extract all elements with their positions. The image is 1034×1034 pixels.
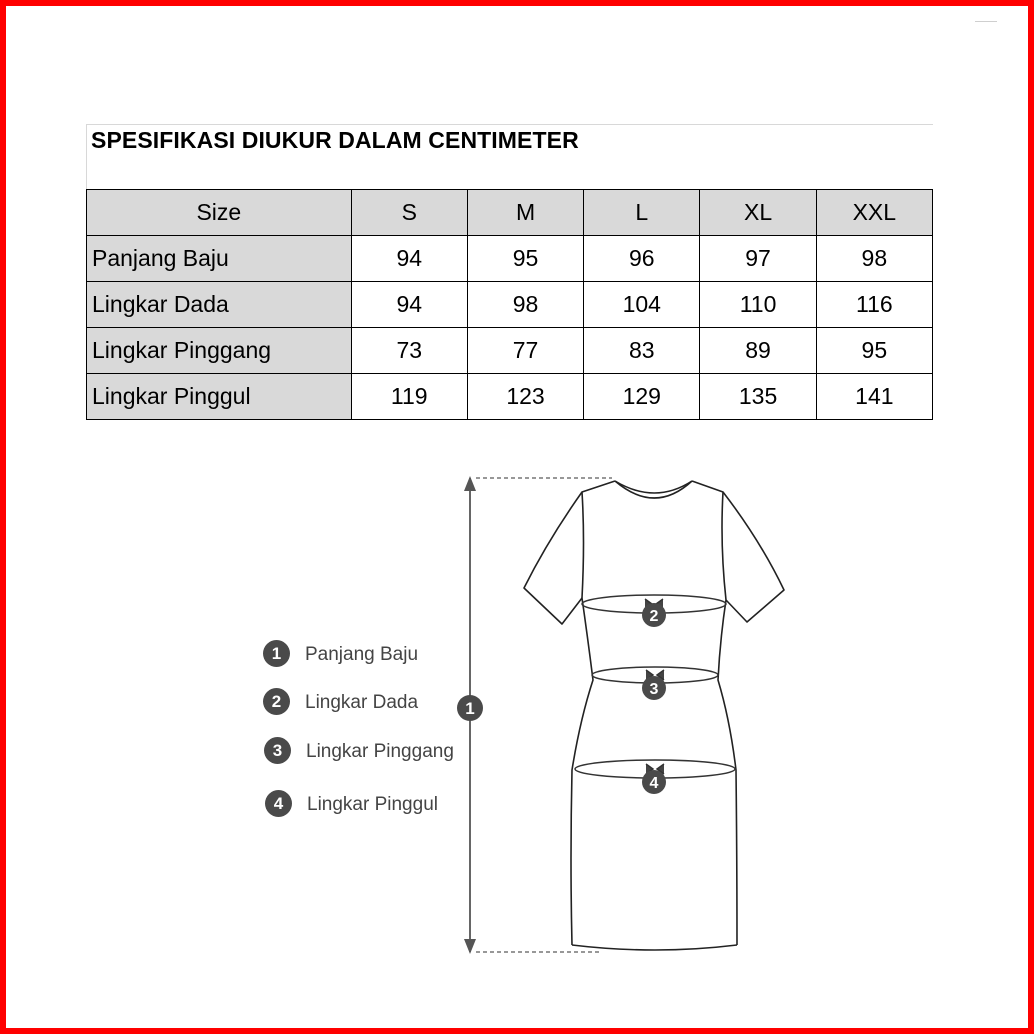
table-cell: 94	[351, 236, 467, 282]
table-cell: 95	[816, 328, 932, 374]
svg-text:4: 4	[649, 775, 659, 792]
table-row	[87, 328, 933, 374]
legend-label: Lingkar Dada	[305, 692, 419, 713]
table-cell: 123	[467, 374, 583, 420]
table-cell: 97	[700, 236, 816, 282]
title-left-rule	[86, 124, 87, 189]
marker-1	[457, 695, 483, 721]
row-label-lingkar-dada: Lingkar Dada	[87, 282, 352, 328]
header-size-xl: XL	[700, 190, 816, 236]
legend-label: Lingkar Pinggang	[306, 741, 454, 762]
table-cell: 110	[700, 282, 816, 328]
table-row	[87, 282, 933, 328]
table-header-row	[87, 190, 933, 236]
table-cell: 83	[584, 328, 700, 374]
legend-label: Lingkar Pinggul	[307, 794, 438, 815]
length-arrow	[464, 476, 612, 954]
size-chart-table	[86, 189, 933, 420]
row-label-lingkar-pinggul: Lingkar Pinggul	[87, 374, 352, 420]
table-cell: 119	[351, 374, 467, 420]
table-cell: 141	[816, 374, 932, 420]
title-top-rule	[86, 124, 933, 125]
header-size-s: S	[351, 190, 467, 236]
table-cell: 89	[700, 328, 816, 374]
marker-2	[642, 603, 666, 627]
legend-number-badge: 2	[263, 688, 290, 715]
dress-outline	[524, 481, 784, 950]
header-size-l: L	[584, 190, 700, 236]
marker-4	[642, 770, 666, 794]
table-cell: 95	[467, 236, 583, 282]
table-cell: 98	[816, 236, 932, 282]
svg-text:1: 1	[465, 699, 475, 718]
table-cell: 135	[700, 374, 816, 420]
legend-number-badge: 1	[263, 640, 290, 667]
table-cell: 129	[584, 374, 700, 420]
table-cell: 77	[467, 328, 583, 374]
svg-text:3: 3	[649, 681, 659, 698]
row-label-panjang-baju: Panjang Baju	[87, 236, 352, 282]
marker-3	[642, 676, 666, 700]
legend-number-badge: 3	[264, 737, 291, 764]
dress-measurement-diagram	[455, 470, 795, 960]
legend-number-badge: 4	[265, 790, 292, 817]
row-label-lingkar-pinggang: Lingkar Pinggang	[87, 328, 352, 374]
table-cell: 73	[351, 328, 467, 374]
table-cell: 104	[584, 282, 700, 328]
table-row	[87, 236, 933, 282]
table-cell: 116	[816, 282, 932, 328]
table-cell: 98	[467, 282, 583, 328]
legend-label: Panjang Baju	[305, 644, 419, 665]
header-size-label: Size	[87, 190, 352, 236]
corner-dash	[975, 21, 997, 22]
svg-text:2: 2	[649, 608, 659, 625]
table-cell: 96	[584, 236, 700, 282]
table-cell: 94	[351, 282, 467, 328]
table-row	[87, 374, 933, 420]
header-size-xxl: XXL	[816, 190, 932, 236]
spec-title: SPESIFIKASI DIUKUR DALAM CENTIMETER	[91, 127, 579, 153]
header-size-m: M	[467, 190, 583, 236]
